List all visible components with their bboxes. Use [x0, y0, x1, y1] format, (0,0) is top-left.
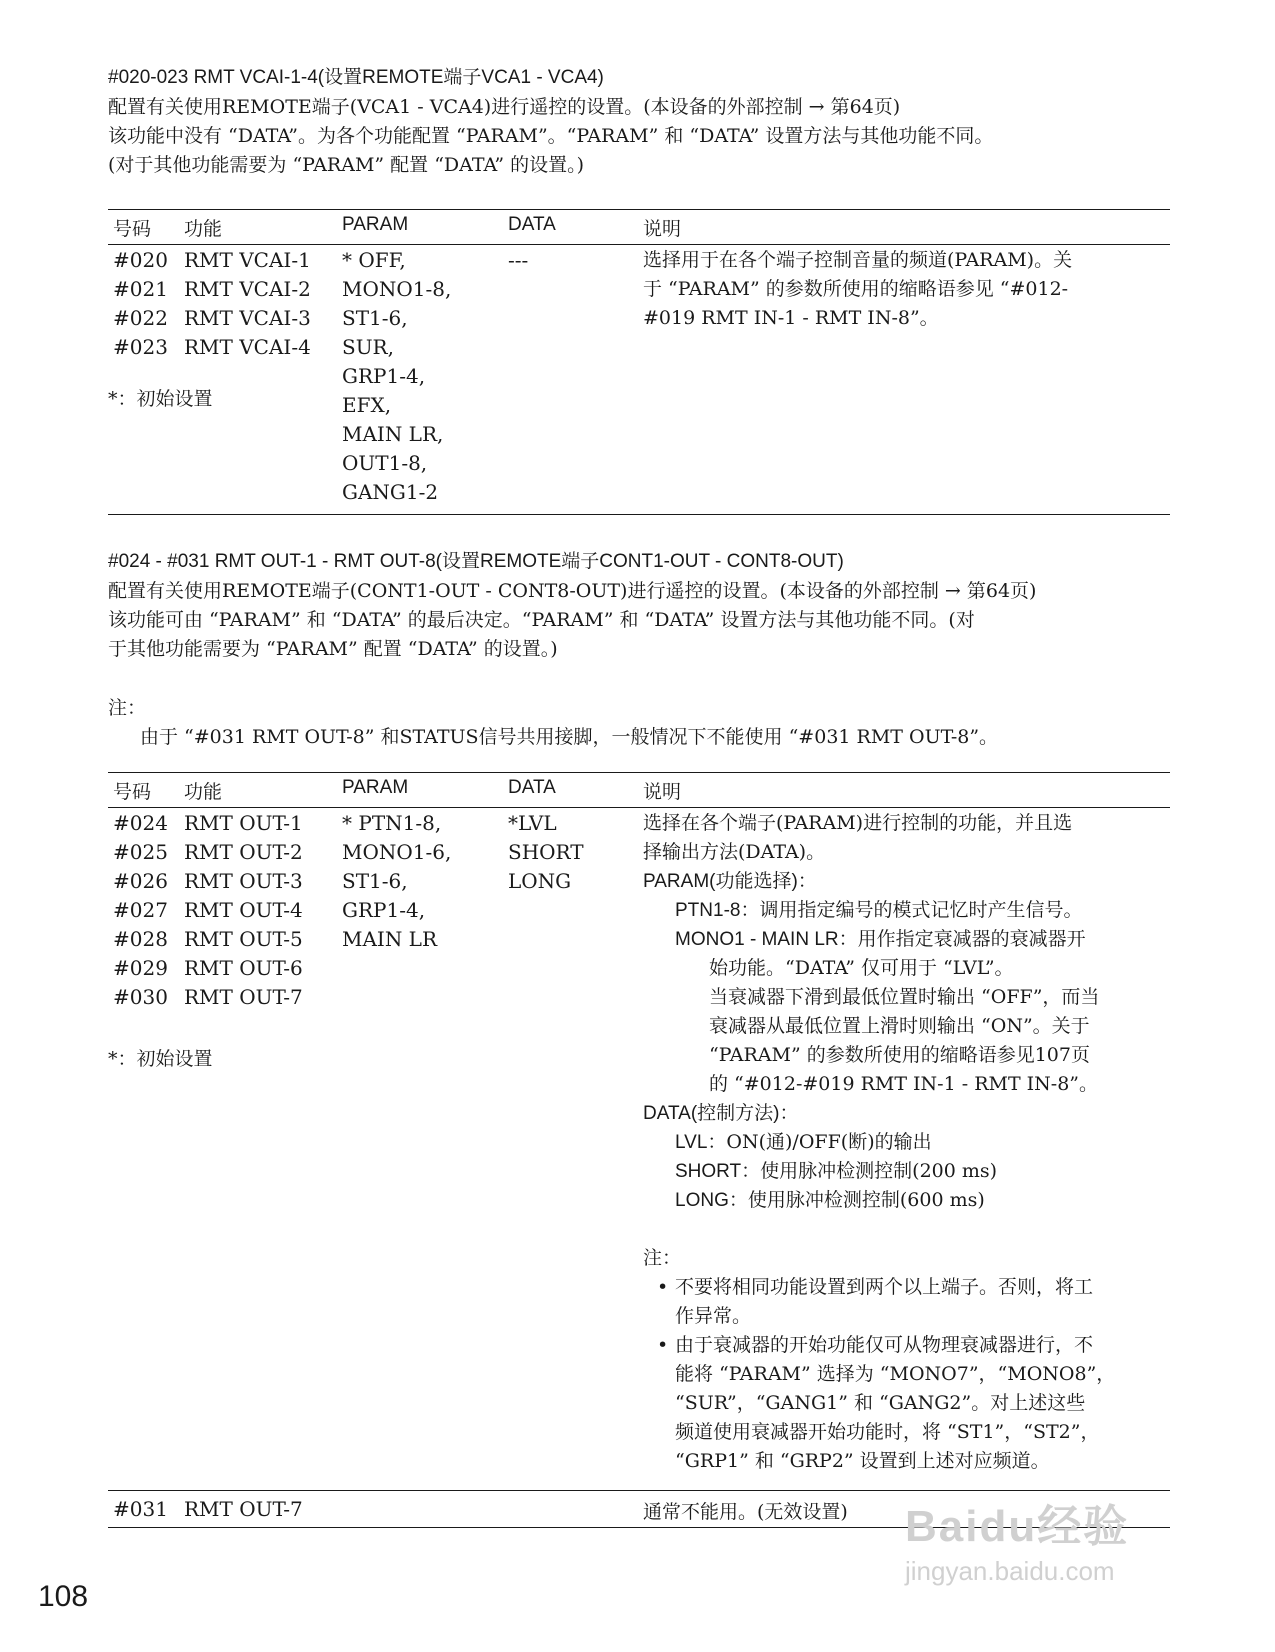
watermark-url: jingyan.baidu.com [905, 1556, 1115, 1586]
desc-intro-line: 择输出方法(DATA)。 [643, 841, 826, 863]
bullet-dot: • [657, 1334, 669, 1356]
table2-header-rule [108, 807, 1170, 808]
table2-function: RMT OUT-1 [184, 811, 303, 835]
table2-param: * PTN1-8, [342, 811, 442, 835]
table2-function: RMT OUT-4 [184, 898, 303, 922]
desc-ptn-item [643, 896, 1115, 925]
table2-number: #028 [113, 927, 168, 951]
table2-function: RMT OUT-6 [184, 956, 303, 980]
table1-desc-line: 于 “PARAM” 的参数所使用的缩略语参见 “#012- [643, 278, 1069, 300]
table2-number: #025 [113, 840, 168, 864]
table1-header-number: 号码 [113, 219, 152, 240]
bullet2-line: “GRP1” 和 “GRP2” 设置到上述对应频道。 [675, 1450, 1050, 1472]
section2-para-line2: 该功能可由 “PARAM” 和 “DATA” 的最后决定。“PARAM” 和 “DATA” 设置方法与其他功能不同。(对 [108, 609, 975, 631]
table1-param: EFX, [342, 393, 392, 417]
section2-note-label: 注： [108, 698, 147, 719]
desc-ptn-text: 调用指定编号的模式记忆时产生信号。 [759, 899, 1083, 921]
desc-mono-cont: “PARAM” 的参数所使用的缩略语参见107页 [709, 1044, 1090, 1066]
table1-param: GRP1-4, [342, 364, 426, 388]
desc-mono-text: 用作指定衰减器的衰减器开 [857, 928, 1086, 950]
table2-param: ST1-6, [342, 869, 408, 893]
page-number: 108 [38, 1580, 89, 1613]
section1-para-line1: 配置有关使用REMOTE端子(VCA1 - VCA4)进行遥控的设置。(本设备的外部控制 → 第64页) [108, 96, 901, 118]
desc-lvl-item [643, 1128, 1115, 1157]
table1-number: #021 [113, 277, 168, 301]
table2-last-desc: 通常不能用。(无效设置) [643, 1501, 848, 1523]
table1-param: GANG1-2 [342, 480, 439, 504]
desc-data-heading: DATA(控制方法)： [643, 1103, 799, 1124]
table1-function: RMT VCAI-1 [184, 248, 311, 272]
desc-bullet1 [643, 1273, 1115, 1331]
section2-para-line3: 于其他功能需要为 “PARAM” 配置 “DATA” 的设置。) [108, 638, 558, 660]
table2-param: GRP1-4, [342, 898, 426, 922]
table1-header-rule [108, 244, 1170, 245]
section1-para-line3: (对于其他功能需要为 “PARAM” 配置 “DATA” 的设置。) [108, 154, 585, 176]
table1-footnote: *：初始设置 [108, 388, 213, 410]
table1-top-rule [108, 209, 1170, 210]
table2-header-number: 号码 [113, 782, 152, 803]
section2-para-line1: 配置有关使用REMOTE端子(CONT1-OUT - CONT8-OUT)进行遥控的设置。(本设备的外部控制 → 第64页) [108, 580, 1037, 602]
table2-data-column [508, 809, 584, 896]
table1-function-column [184, 246, 311, 362]
table1-param: SUR, [342, 335, 394, 359]
table2-function: RMT OUT-2 [184, 840, 303, 864]
table2-function: RMT OUT-7 [184, 985, 303, 1009]
table2-number: #029 [113, 956, 168, 980]
desc-mono-item [643, 925, 1115, 954]
table2-function: RMT OUT-5 [184, 927, 303, 951]
bullet1-line: 作异常。 [675, 1305, 752, 1327]
table2-number: #030 [113, 985, 168, 1009]
table1-number: #023 [113, 335, 168, 359]
desc-short-item [643, 1157, 1115, 1186]
table2-data: LONG [508, 869, 572, 893]
desc-lvl-label: LVL： [675, 1132, 727, 1153]
section2-title: #024 - #031 RMT OUT-1 - RMT OUT-8(设置REMOTE端子CONT1-OUT - CONT8-OUT) [108, 551, 844, 572]
desc-mono-label: MONO1 - MAIN LR： [675, 929, 858, 950]
table2-data: SHORT [508, 840, 584, 864]
table1-param: MAIN LR, [342, 422, 444, 446]
table1-number: #020 [113, 248, 168, 272]
desc-lvl-text: ON(通)/OFF(断)的输出 [726, 1131, 932, 1153]
desc-mono-cont: 的 “#012-#019 RMT IN-1 - RMT IN-8”。 [709, 1073, 1099, 1095]
table1-bottom-rule [108, 514, 1170, 515]
table1-param: ST1-6, [342, 306, 408, 330]
desc-mono-cont: 当衰减器下滑到最低位置时输出 “OFF”，而当 [709, 986, 1100, 1008]
desc-mono-cont: 始功能。“DATA” 仅可用于 “LVL”。 [709, 957, 1014, 979]
table2-footnote: *：初始设置 [108, 1048, 213, 1070]
table1-header-desc: 说明 [643, 219, 682, 240]
table1-desc-line: #019 RMT IN-1 - RMT IN-8”。 [643, 307, 939, 329]
bullet1-line: 不要将相同功能设置到两个以上端子。否则，将工 [675, 1276, 1094, 1298]
bullet-dot: • [657, 1276, 669, 1298]
bullet2-line: 由于衰减器的开始功能仅可从物理衰减器进行，不 [675, 1334, 1094, 1356]
table2-desc [643, 809, 1115, 1476]
desc-note-label: 注： [643, 1248, 682, 1269]
table2-data: *LVL [508, 811, 557, 835]
table2-top-rule [108, 772, 1170, 773]
desc-ptn-label: PTN1-8： [675, 900, 760, 921]
table2-number: #026 [113, 869, 168, 893]
table1-function: RMT VCAI-2 [184, 277, 311, 301]
desc-intro-line: 选择在各个端子(PARAM)进行控制的功能，并且选 [643, 812, 1073, 834]
table1-param: * OFF, [342, 248, 406, 272]
table2-number-column [113, 809, 168, 1012]
table1-header-function: 功能 [184, 219, 223, 240]
table2-number: #024 [113, 811, 168, 835]
watermark-logo: Baidu经验 [905, 1502, 1130, 1551]
desc-long-label: LONG： [675, 1190, 748, 1211]
table1-header-data: DATA [508, 214, 556, 235]
table1-param-column [342, 246, 451, 507]
bullet2-line: 能将 “PARAM” 选择为 “MONO7”，“MONO8”， [675, 1363, 1116, 1385]
section1-para-line2: 该功能中没有 “DATA”。为各个功能配置 “PARAM”。“PARAM” 和 “DATA” 设置方法与其他功能不同。 [108, 125, 994, 147]
desc-mono-cont: 衰减器从最低位置上滑时则输出 “ON”。关于 [709, 1015, 1090, 1037]
table1-number: #022 [113, 306, 168, 330]
table1-function: RMT VCAI-4 [184, 335, 311, 359]
table1-number-column [113, 246, 168, 362]
desc-long-item [643, 1186, 1115, 1215]
desc-short-label: SHORT： [675, 1161, 761, 1182]
section2-note-text: 由于 “#031 RMT OUT-8” 和STATUS信号共用接脚，一般情况下不能使用 “#031 RMT OUT-8”。 [140, 726, 999, 748]
table2-number: #027 [113, 898, 168, 922]
table2-function: RMT OUT-3 [184, 869, 303, 893]
table1-desc-line: 选择用于在各个端子控制音量的频道(PARAM)。关 [643, 249, 1073, 271]
table2-last-number: #031 [113, 1497, 168, 1521]
table1-data: --- [508, 248, 529, 272]
table1-desc [643, 246, 1072, 333]
desc-param-heading: PARAM(功能选择)： [643, 871, 817, 892]
section1-title: #020-023 RMT VCAI-1-4(设置REMOTE端子VCA1 - VCA4) [108, 67, 604, 88]
table2-header-function: 功能 [184, 782, 223, 803]
desc-short-text: 使用脉冲检测控制(200 ms) [760, 1160, 998, 1182]
table1-param: MONO1-8, [342, 277, 452, 301]
table2-param-column [342, 809, 451, 954]
table1-header-param: PARAM [342, 214, 409, 235]
bullet2-line: “SUR”，“GANG1” 和 “GANG2”。对上述这些 [675, 1392, 1086, 1414]
table2-param: MONO1-6, [342, 840, 452, 864]
bullet2-line: 频道使用衰减器开始功能时，将 “ST1”，“ST2”， [675, 1421, 1100, 1443]
table2-header-data: DATA [508, 777, 556, 798]
table1-function: RMT VCAI-3 [184, 306, 311, 330]
table2-function-column [184, 809, 303, 1012]
desc-bullet2 [643, 1331, 1115, 1476]
table2-last-function: RMT OUT-7 [184, 1497, 303, 1521]
desc-spacer [643, 1215, 1115, 1244]
table2-param: MAIN LR [342, 927, 438, 951]
table2-header-param: PARAM [342, 777, 409, 798]
desc-long-text: 使用脉冲检测控制(600 ms) [747, 1189, 985, 1211]
table2-header-desc: 说明 [643, 782, 682, 803]
table1-param: OUT1-8, [342, 451, 428, 475]
